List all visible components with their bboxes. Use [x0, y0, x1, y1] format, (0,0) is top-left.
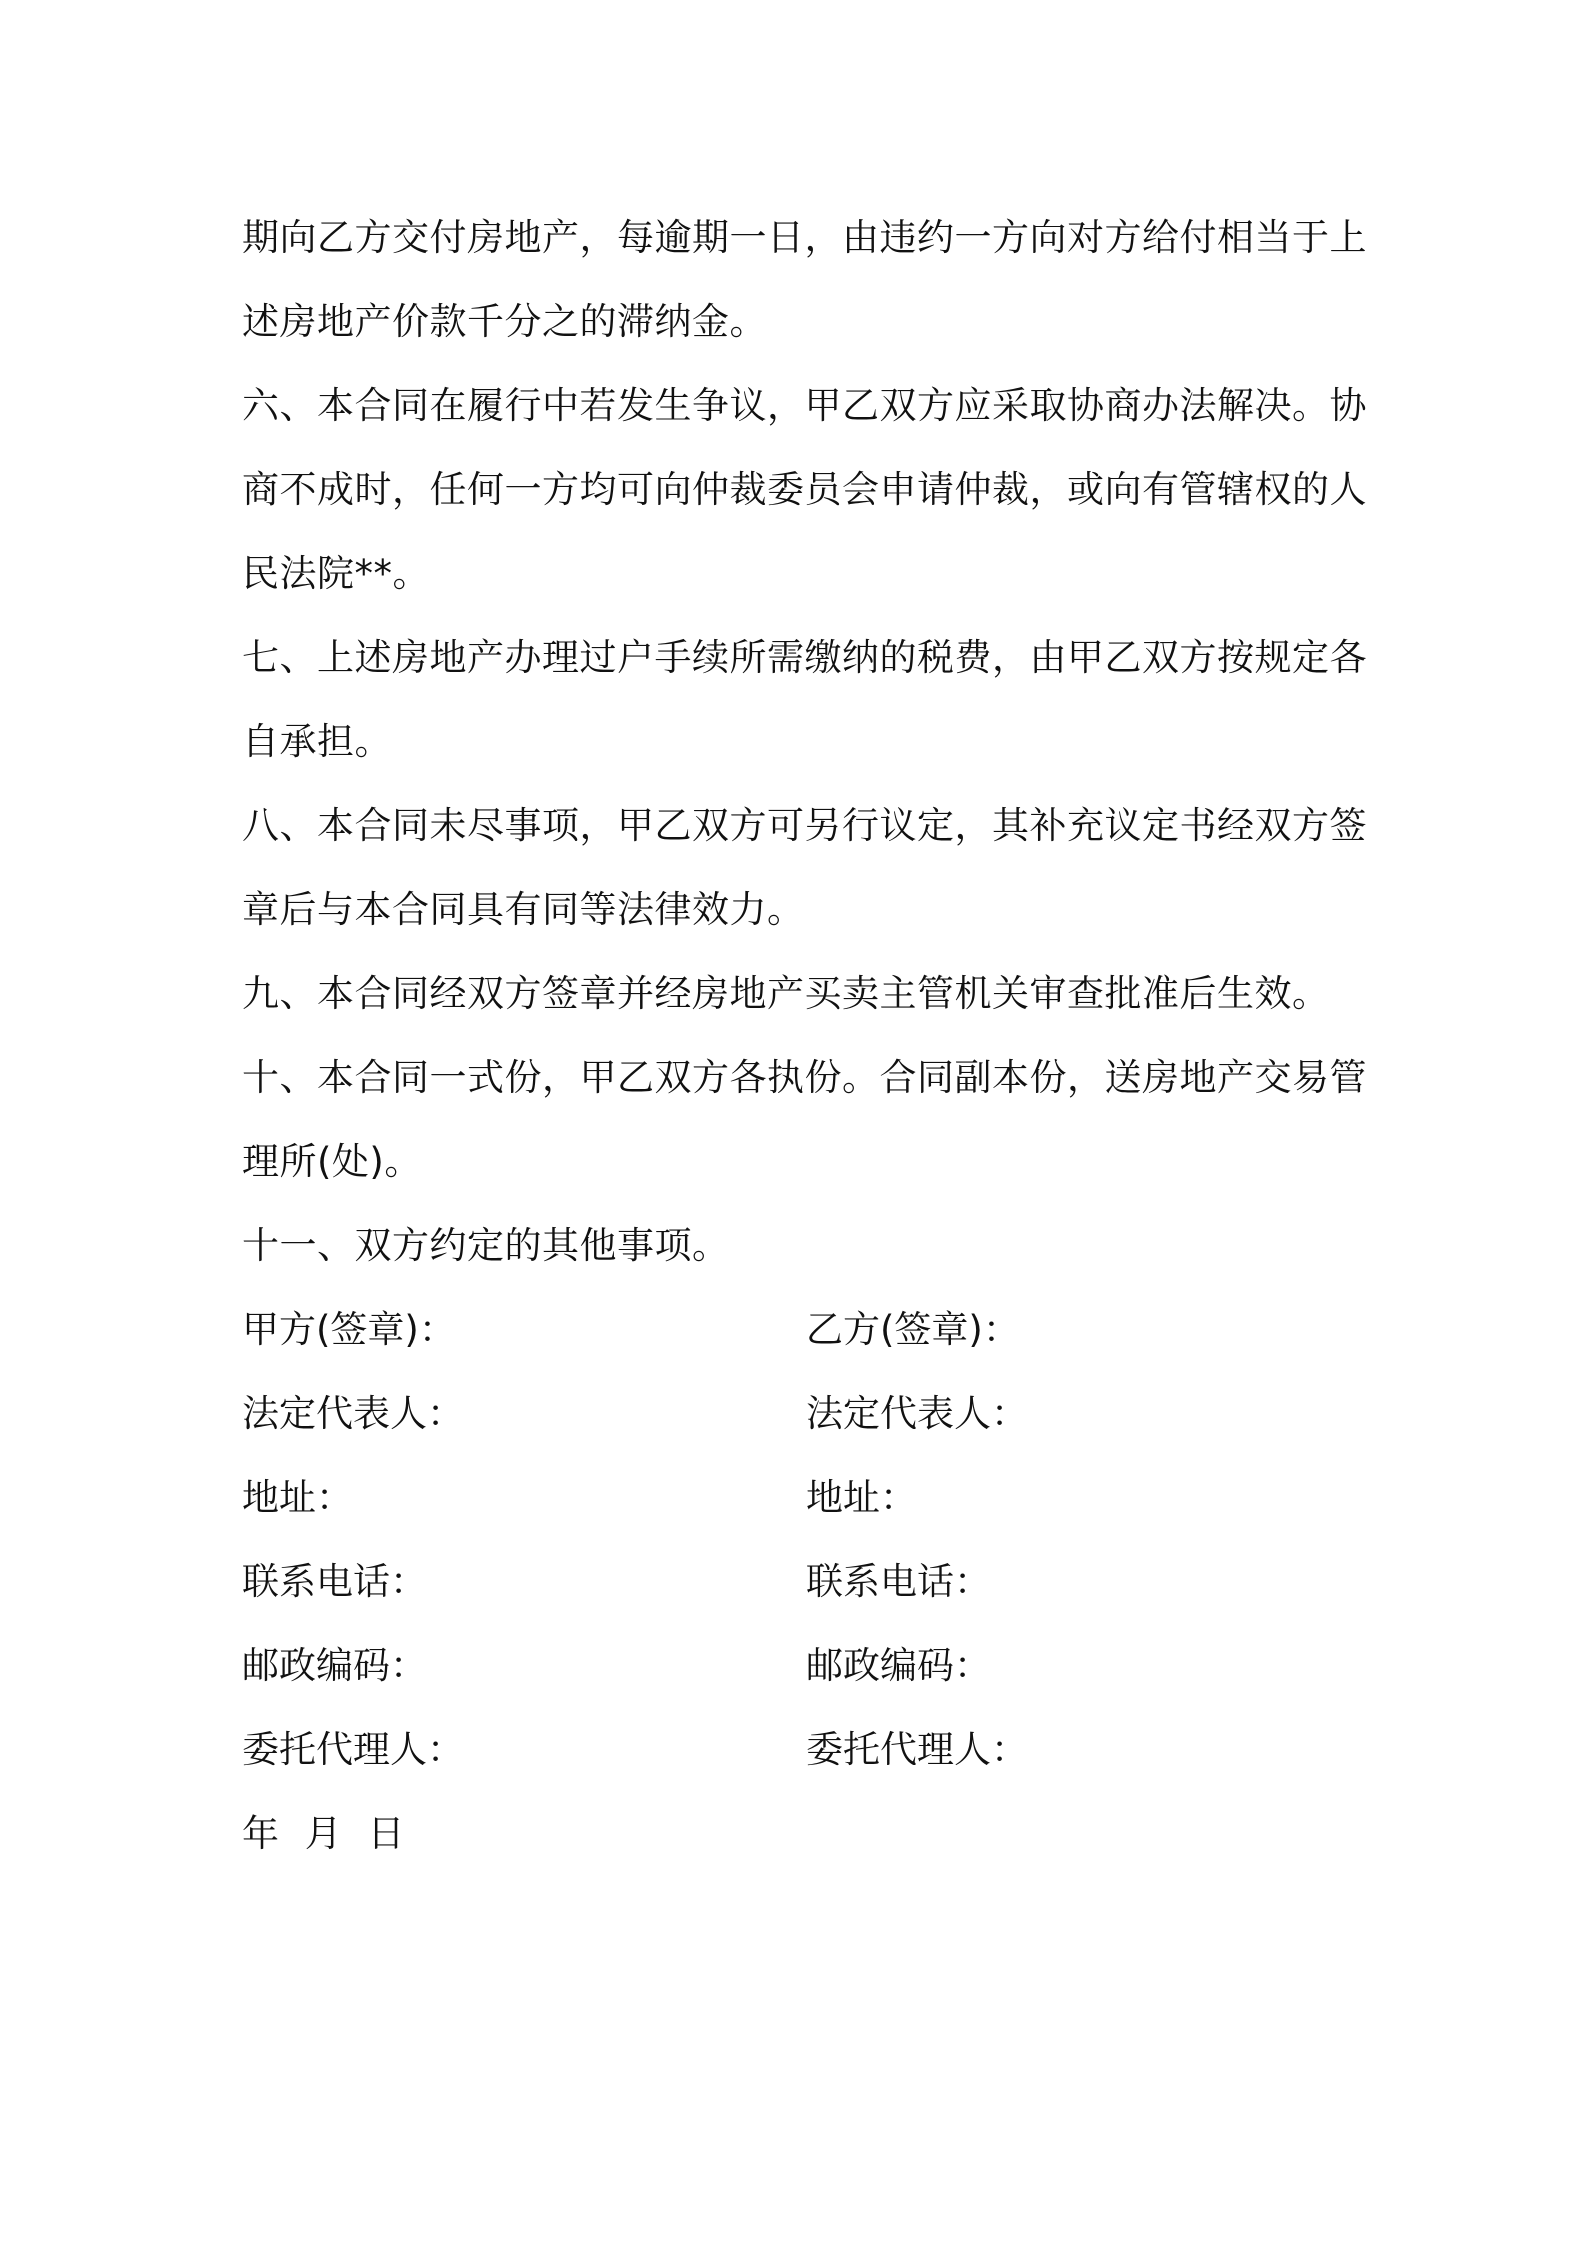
signature-row-postcode — [242, 1624, 1360, 1708]
party-a-seal-label: 甲方(签章)： — [242, 1308, 456, 1351]
party-b-phone-label: 联系电话： — [806, 1560, 991, 1603]
paragraph-5-line-2: 述房地产价款千分之的滞纳金。 — [242, 300, 767, 343]
party-a-address-label: 地址： — [242, 1476, 353, 1519]
party-b-legal-rep-label: 法定代表人： — [806, 1392, 1028, 1435]
clause-11-line-1: 十一、双方约定的其他事项。 — [242, 1224, 730, 1267]
paragraph-5-line-1: 期向乙方交付房地产，每逾期一日，由违约一方向对方给付相当于上 — [242, 216, 1367, 259]
party-b-address-label: 地址： — [806, 1476, 917, 1519]
clause-10-line-2: 理所(处)。 — [242, 1140, 422, 1183]
signature-row-agent — [242, 1708, 1360, 1792]
clause-6-line-1: 六、本合同在履行中若发生争议，甲乙双方应采取协商办法解决。协 — [242, 384, 1367, 427]
party-b-seal-label: 乙方(签章)： — [806, 1308, 1020, 1351]
party-b-agent-label: 委托代理人： — [806, 1728, 1028, 1771]
clause-9-line-1: 九、本合同经双方签章并经房地产买卖主管机关审查批准后生效。 — [242, 972, 1330, 1015]
party-a-legal-rep-label: 法定代表人： — [242, 1392, 464, 1435]
contract-body — [242, 196, 1367, 1876]
clause-10-line-1: 十、本合同一式份，甲乙双方各执份。合同副本份，送房地产交易管 — [242, 1056, 1367, 1099]
signature-row-address — [242, 1456, 1360, 1540]
party-a-postcode-label: 邮政编码： — [242, 1644, 427, 1687]
signature-row-phone — [242, 1540, 1360, 1624]
clause-6-line-2: 商不成时，任何一方均可向仲裁委员会申请仲裁，或向有管辖权的人 — [242, 468, 1367, 511]
clause-6-line-3: 民法院**。 — [242, 552, 430, 595]
clause-8-line-2: 章后与本合同具有同等法律效力。 — [242, 888, 805, 931]
clause-7-line-2: 自承担。 — [242, 720, 392, 763]
clause-7-line-1: 七、上述房地产办理过户手续所需缴纳的税费，由甲乙双方按规定各 — [242, 636, 1367, 679]
party-a-phone-label: 联系电话： — [242, 1560, 427, 1603]
party-b-postcode-label: 邮政编码： — [806, 1644, 991, 1687]
clause-8-line-1: 八、本合同未尽事项，甲乙双方可另行议定，其补充议定书经双方签 — [242, 804, 1367, 847]
signature-row-legal-rep — [242, 1372, 1360, 1456]
date-line: 年 月 日 — [242, 1812, 405, 1855]
signature-row-seal — [242, 1288, 1360, 1372]
party-a-agent-label: 委托代理人： — [242, 1728, 464, 1771]
